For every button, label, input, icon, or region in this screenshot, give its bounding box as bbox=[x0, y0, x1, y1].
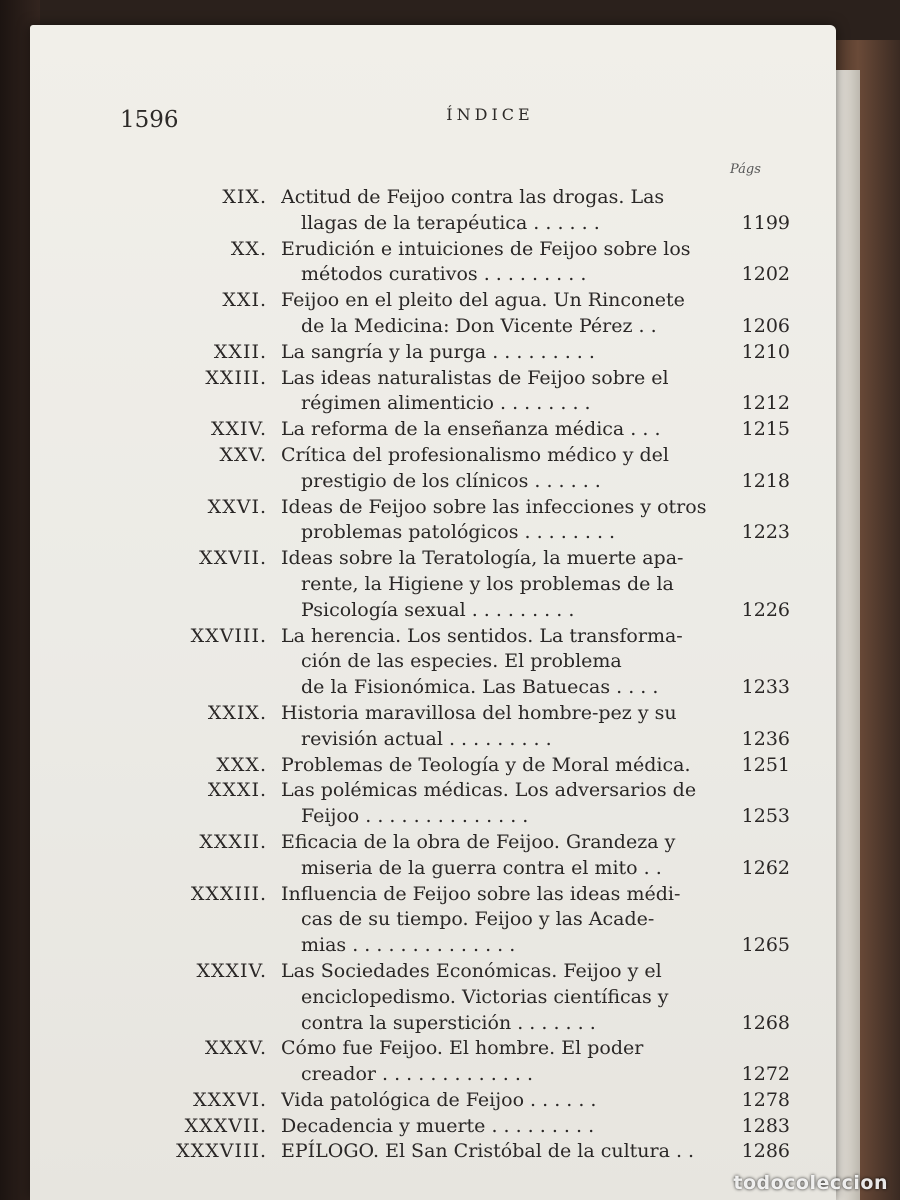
chapter-title-line: Influencia de Feijoo sobre las ideas médi- bbox=[281, 882, 681, 905]
toc-entry bbox=[90, 443, 790, 495]
chapter-title-line: de la Fisionómica. Las Batuecas . . . . bbox=[301, 676, 659, 699]
chapter-title bbox=[281, 366, 724, 418]
chapter-numeral: XXXIV. bbox=[196, 959, 267, 982]
page-ref: 1223 bbox=[741, 521, 790, 544]
chapter-title bbox=[281, 417, 724, 443]
chapter-title-line: Feijoo en el pleito del agua. Un Rinconete bbox=[281, 289, 685, 312]
chapter-title bbox=[281, 1139, 724, 1165]
chapter-numeral: XXXV. bbox=[204, 1037, 267, 1060]
chapter-title-line: Ideas sobre la Teratología, la muerte apa- bbox=[281, 547, 684, 570]
page-ref: 1226 bbox=[741, 598, 790, 621]
chapter-title bbox=[281, 546, 724, 623]
toc-entry bbox=[90, 1088, 790, 1114]
toc-entry bbox=[90, 495, 790, 547]
toc-entry bbox=[90, 882, 790, 959]
chapter-title-line: régimen alimenticio . . . . . . . . bbox=[301, 392, 591, 415]
chapter-numeral: XXV. bbox=[219, 443, 267, 466]
toc-entry bbox=[90, 1114, 790, 1140]
chapter-numeral: XXVII. bbox=[199, 547, 267, 570]
chapter-title-line: métodos curativos . . . . . . . . . bbox=[301, 263, 587, 286]
chapter-title-line: Historia maravillosa del hombre-pez y su bbox=[281, 701, 677, 724]
toc-entry bbox=[90, 830, 790, 882]
table-of-contents bbox=[90, 185, 790, 1165]
watermark: todocoleccion bbox=[733, 1172, 888, 1194]
chapter-numeral: XXVI. bbox=[207, 495, 267, 518]
chapter-title-line: creador . . . . . . . . . . . . . bbox=[301, 1063, 534, 1086]
page-ref: 1253 bbox=[741, 805, 790, 828]
chapter-title-line: Vida patológica de Feijoo . . . . . . bbox=[281, 1088, 597, 1111]
page-ref: 1236 bbox=[741, 727, 790, 750]
chapter-title bbox=[281, 959, 724, 1036]
toc-entry bbox=[90, 185, 790, 237]
toc-entry bbox=[90, 624, 790, 701]
toc-entry bbox=[90, 778, 790, 830]
chapter-title-line: rente, la Higiene y los problemas de la bbox=[301, 572, 674, 595]
chapter-title bbox=[281, 778, 724, 830]
chapter-title-line: de la Medicina: Don Vicente Pérez . . bbox=[301, 314, 657, 337]
chapter-title bbox=[281, 1114, 724, 1140]
toc-entry bbox=[90, 237, 790, 289]
chapter-title-line: enciclopedismo. Victorias científicas y bbox=[301, 985, 669, 1008]
chapter-title-line: problemas patológicos . . . . . . . . bbox=[301, 521, 616, 544]
chapter-numeral: XXXIII. bbox=[190, 882, 267, 905]
page-ref: 1212 bbox=[741, 392, 790, 415]
chapter-title-line: prestigio de los clínicos . . . . . . bbox=[301, 469, 601, 492]
chapter-numeral: XXIX. bbox=[207, 701, 267, 724]
chapter-title-line: Decadencia y muerte . . . . . . . . . bbox=[281, 1114, 595, 1137]
toc-entry bbox=[90, 1139, 790, 1165]
page-ref: 1206 bbox=[741, 314, 790, 337]
chapter-title bbox=[281, 443, 724, 495]
chapter-title bbox=[281, 237, 724, 289]
chapter-title bbox=[281, 882, 724, 959]
page-ref: 1199 bbox=[741, 211, 790, 234]
chapter-title-line: Ideas de Feijoo sobre las infecciones y otros bbox=[281, 495, 707, 518]
chapter-numeral: XXIII. bbox=[205, 366, 267, 389]
chapter-title-line: Psicología sexual . . . . . . . . . bbox=[301, 598, 575, 621]
chapter-numeral: XXXVIII. bbox=[176, 1140, 267, 1163]
chapter-title-line: Erudición e intuiciones de Feijoo sobre los bbox=[281, 237, 691, 260]
chapter-title bbox=[281, 701, 724, 753]
chapter-title-line: La reforma de la enseñanza médica . . . bbox=[281, 418, 661, 441]
chapter-numeral: XXI. bbox=[222, 289, 267, 312]
chapter-numeral: XXX. bbox=[216, 753, 267, 776]
chapter-title-line: Problemas de Teología y de Moral médica. bbox=[281, 753, 691, 776]
page-ref: 1210 bbox=[741, 340, 790, 363]
toc-entry bbox=[90, 753, 790, 779]
chapter-numeral: XXXVI. bbox=[193, 1088, 267, 1111]
chapter-title-line: Eficacia de la obra de Feijoo. Grandeza y bbox=[281, 830, 676, 853]
toc-entry bbox=[90, 1036, 790, 1088]
chapter-title-line: revisión actual . . . . . . . . . bbox=[301, 727, 552, 750]
chapter-title-line: Las ideas naturalistas de Feijoo sobre el bbox=[281, 366, 669, 389]
chapter-title-line: llagas de la terapéutica . . . . . . bbox=[301, 211, 600, 234]
chapter-title bbox=[281, 753, 724, 779]
chapter-title-line: La herencia. Los sentidos. La transforma- bbox=[281, 624, 683, 647]
page-ref: 1233 bbox=[741, 676, 790, 699]
chapter-title bbox=[281, 1036, 724, 1088]
book-page bbox=[30, 25, 836, 1200]
chapter-title bbox=[281, 624, 724, 701]
chapter-title-line: Las polémicas médicas. Los adversarios de bbox=[281, 779, 697, 802]
chapter-numeral: XXVIII. bbox=[190, 624, 267, 647]
page-ref: 1278 bbox=[741, 1088, 790, 1111]
chapter-title bbox=[281, 495, 724, 547]
chapter-title-line: cas de su tiempo. Feijoo y las Acade- bbox=[301, 908, 655, 931]
page-ref: 1251 bbox=[741, 753, 790, 776]
chapter-title bbox=[281, 830, 724, 882]
chapter-title-line: Cómo fue Feijoo. El hombre. El poder bbox=[281, 1037, 644, 1060]
chapter-title bbox=[281, 185, 724, 237]
chapter-numeral: XXIV. bbox=[211, 418, 267, 441]
page-ref: 1202 bbox=[741, 263, 790, 286]
page-number: 1596 bbox=[120, 107, 179, 133]
page-ref: 1268 bbox=[741, 1011, 790, 1034]
page-ref: 1262 bbox=[741, 856, 790, 879]
chapter-title-line: Actitud de Feijoo contra las drogas. Las bbox=[281, 186, 665, 208]
toc-entry bbox=[90, 417, 790, 443]
chapter-title-line: EPÍLOGO. El San Cristóbal de la cultura . . bbox=[281, 1140, 695, 1163]
chapter-title-line: Las Sociedades Económicas. Feijoo y el bbox=[281, 959, 662, 982]
toc-entry bbox=[90, 340, 790, 366]
pages-column-label: Págs bbox=[730, 162, 761, 177]
chapter-numeral: XIX. bbox=[222, 186, 267, 208]
chapter-title bbox=[281, 1088, 724, 1114]
chapter-numeral: XXXII. bbox=[199, 830, 267, 853]
page-ref: 1218 bbox=[741, 469, 790, 492]
chapter-title-line: Feijoo . . . . . . . . . . . . . . bbox=[301, 805, 529, 828]
chapter-title-line: miseria de la guerra contra el mito . . bbox=[301, 856, 662, 879]
page-ref: 1283 bbox=[741, 1114, 790, 1137]
page-ref: 1286 bbox=[741, 1140, 790, 1163]
chapter-numeral: XXXI. bbox=[207, 779, 267, 802]
toc-entry bbox=[90, 959, 790, 1036]
chapter-title-line: ción de las especies. El problema bbox=[301, 650, 622, 673]
chapter-title-line: contra la superstición . . . . . . . bbox=[301, 1011, 596, 1034]
toc-entry bbox=[90, 701, 790, 753]
toc-entry bbox=[90, 366, 790, 418]
chapter-title bbox=[281, 288, 724, 340]
toc-entry bbox=[90, 546, 790, 623]
chapter-title-line: La sangría y la purga . . . . . . . . . bbox=[281, 340, 595, 363]
toc-entry bbox=[90, 288, 790, 340]
chapter-title-line: mias . . . . . . . . . . . . . . bbox=[301, 934, 516, 957]
page-ref: 1272 bbox=[741, 1063, 790, 1086]
page-ref: 1215 bbox=[741, 418, 790, 441]
page-ref: 1265 bbox=[741, 934, 790, 957]
running-title: ÍNDICE bbox=[446, 105, 534, 124]
chapter-numeral: XXXVII. bbox=[184, 1114, 267, 1137]
chapter-title-line: Crítica del profesionalismo médico y del bbox=[281, 443, 670, 466]
chapter-numeral: XX. bbox=[230, 237, 267, 260]
chapter-title bbox=[281, 340, 724, 366]
chapter-numeral: XXII. bbox=[213, 340, 267, 363]
